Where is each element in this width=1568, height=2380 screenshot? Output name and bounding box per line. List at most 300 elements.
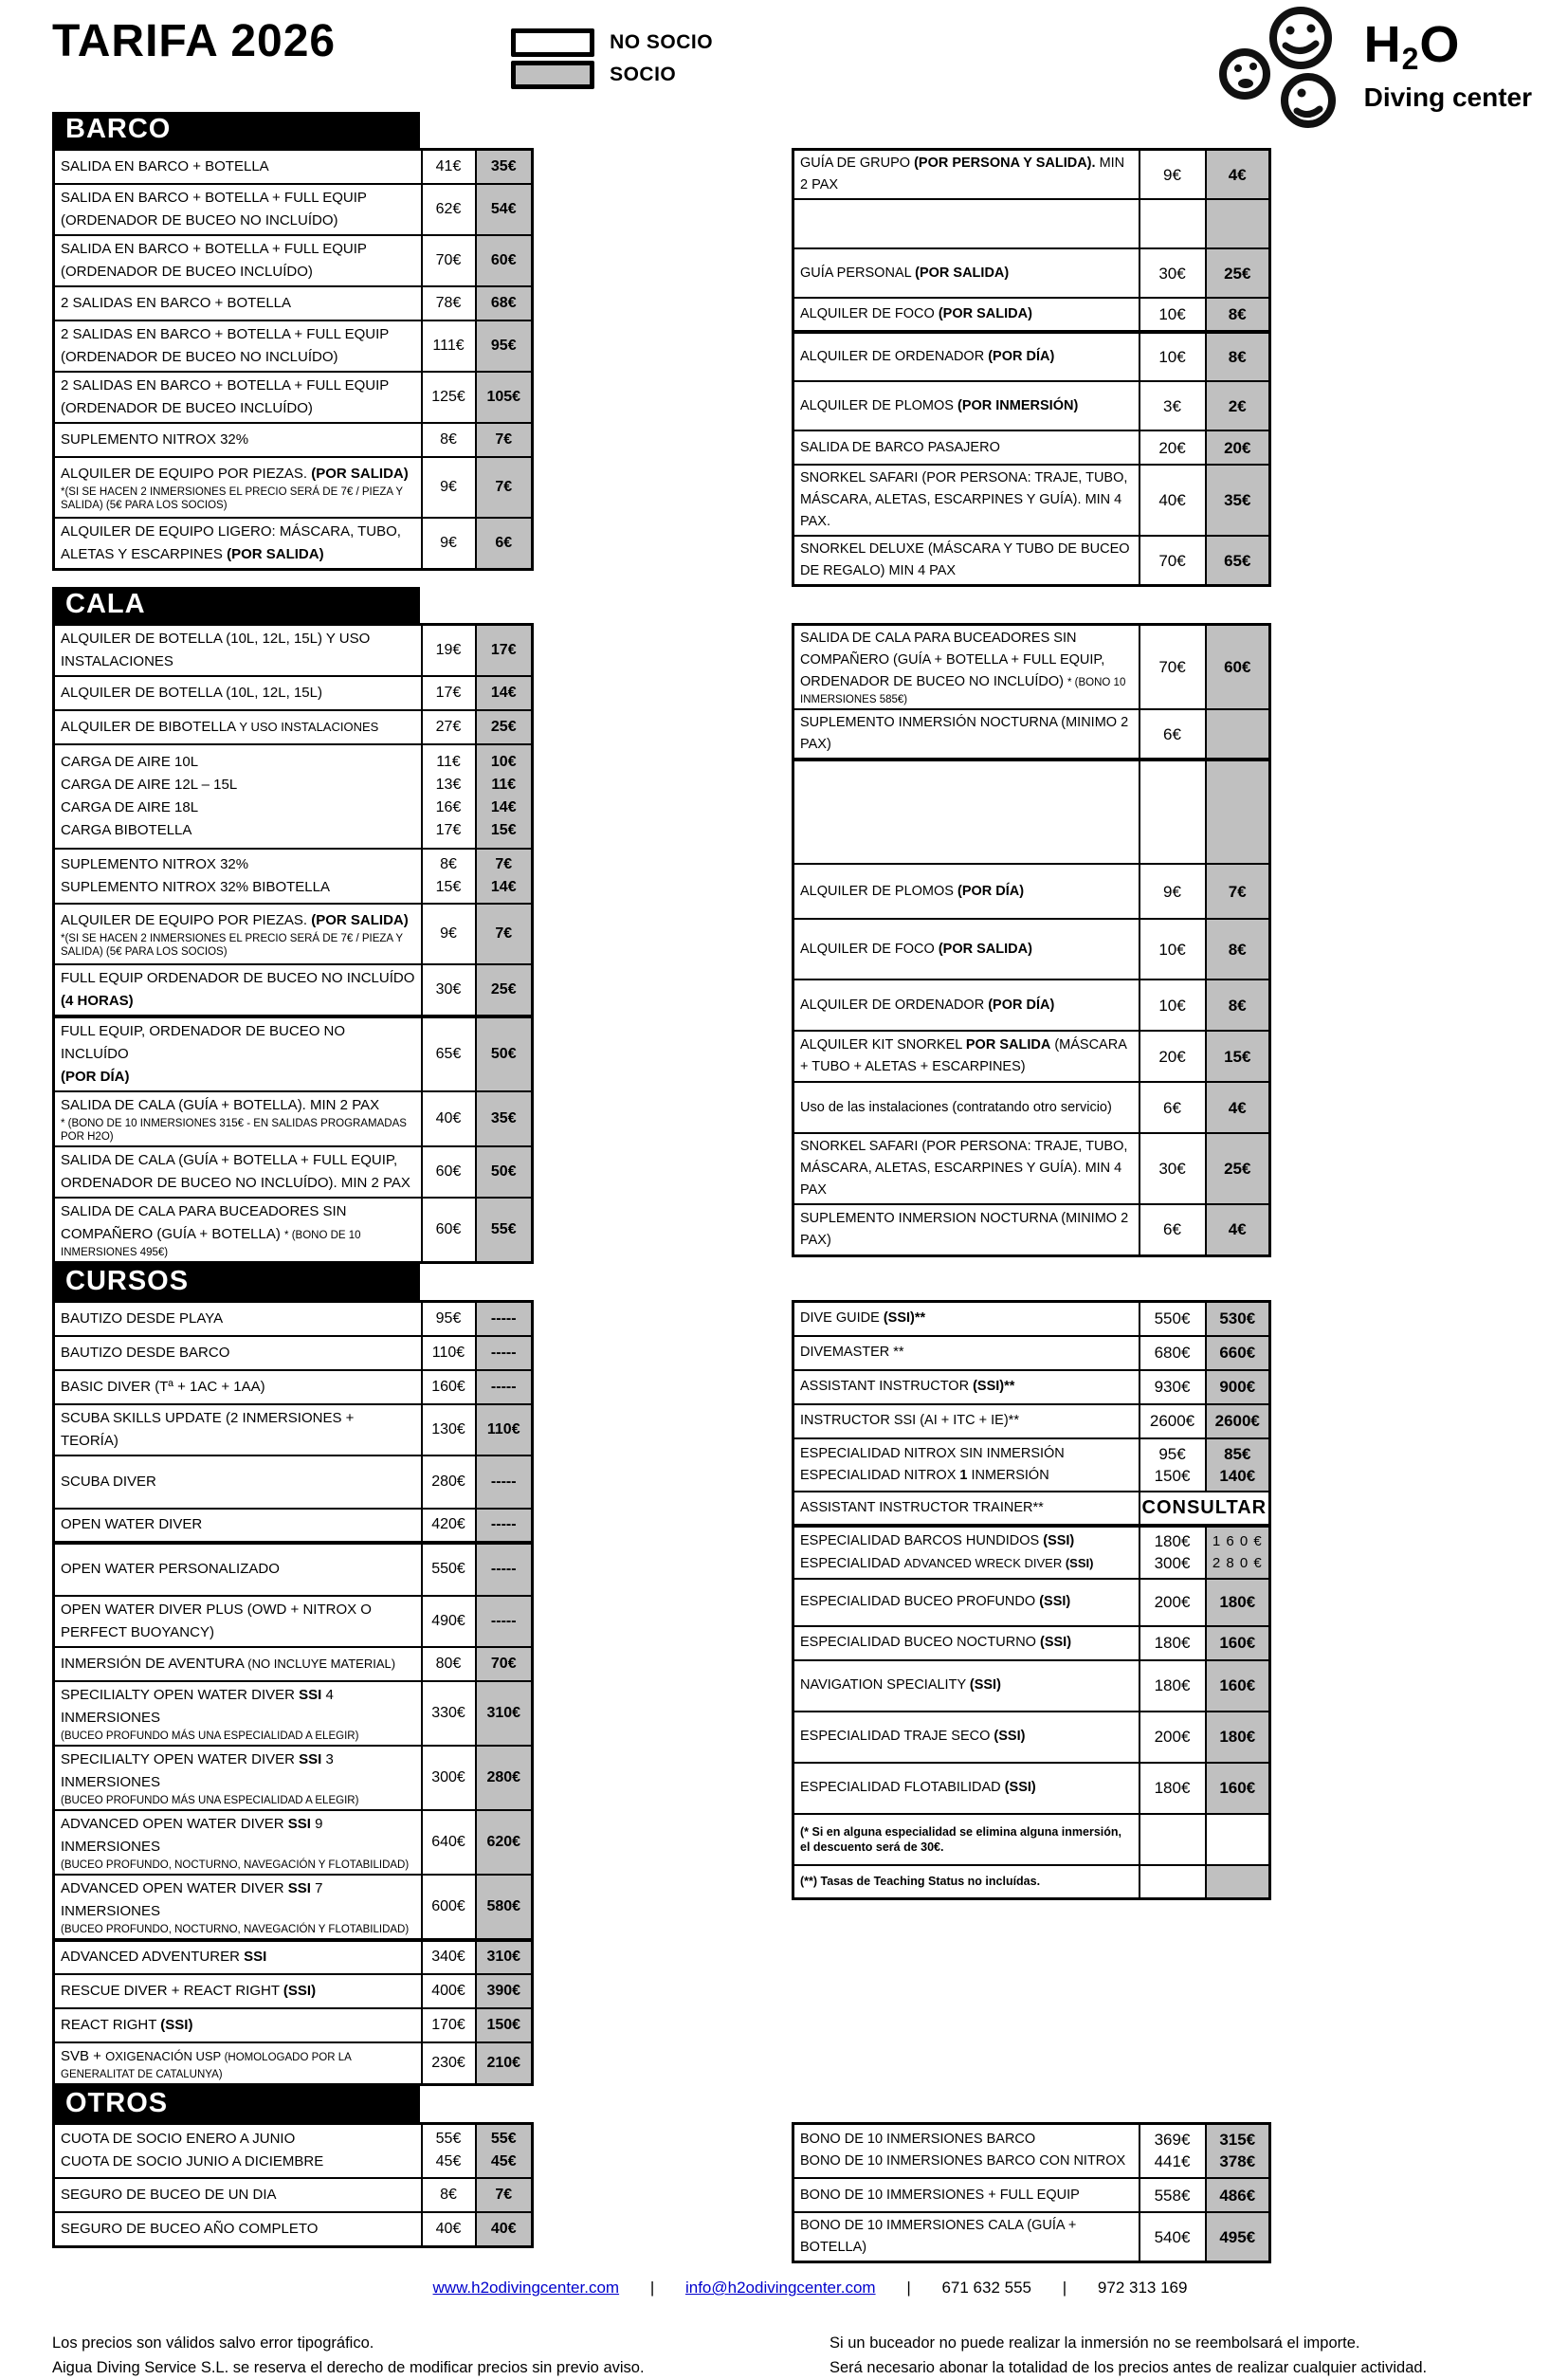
price-socio: 50€ xyxy=(476,1146,533,1198)
item-desc: OPEN WATER PERSONALIZADO xyxy=(54,1543,422,1596)
price-no-socio: 95€ xyxy=(422,1302,476,1336)
table-row xyxy=(793,1492,1270,1526)
price-no-socio: 8€ xyxy=(422,423,476,457)
item-desc: ALQUILER DE EQUIPO LIGERO: MÁSCARA, TUBO, ALETAS Y ESCARPINES (POR SALIDA) xyxy=(54,518,422,570)
table-row xyxy=(54,150,533,184)
barco-right-table xyxy=(792,148,1271,587)
table-row xyxy=(793,864,1270,919)
item-desc: SPECILIALTY OPEN WATER DIVER SSI 3 INMERSIONES (BUCEO PROFUNDO MÁS UNA ESPECIALIDAD A ELEGIR) xyxy=(54,1746,422,1810)
item-desc: SCUBA DIVER xyxy=(54,1455,422,1509)
logo-brand: $H_2O$ xyxy=(1363,15,1461,76)
item-desc: 2 SALIDAS EN BARCO + BOTELLA xyxy=(54,286,422,320)
price-no-socio: 600€ xyxy=(422,1875,476,1940)
price-socio: 110€ xyxy=(476,1404,533,1455)
price-socio: 1 6 0 € 2 8 0 € xyxy=(1206,1526,1270,1579)
price-no-socio: 369€ 441€ xyxy=(1140,2123,1206,2178)
header xyxy=(52,0,1568,112)
table-row xyxy=(54,964,533,1016)
price-no-socio: 280€ xyxy=(422,1455,476,1509)
price-no-socio: 640€ xyxy=(422,1810,476,1875)
item-desc: GUÍA DE GRUPO (POR PERSONA Y SALIDA). MIN 2 PAX xyxy=(793,150,1140,200)
price-no-socio: 400€ xyxy=(422,1974,476,2008)
price-no-socio: 180€ 300€ xyxy=(1140,1526,1206,1579)
item-desc: SNORKEL SAFARI (POR PERSONA: TRAJE, TUBO, MÁSCARA, ALETAS, ESCARPINES Y GUÍA). MIN 4 PAX xyxy=(793,1133,1140,1204)
h2o-faces-icon xyxy=(1216,4,1360,129)
table-row xyxy=(793,1438,1270,1492)
notes-right xyxy=(801,2332,1427,2380)
legend-no-socio xyxy=(511,28,713,57)
table-row xyxy=(54,235,533,286)
item-desc: SUPLEMENTO INMERSION NOCTURNA (MINIMO 2 PAX) xyxy=(793,1204,1140,1255)
price-no-socio: 2600€ xyxy=(1140,1404,1206,1438)
item-desc: CARGA DE AIRE 10L CARGA DE AIRE 12L – 15L CARGA DE AIRE 18L CARGA BIBOTELLA xyxy=(54,744,422,849)
price-socio: 6€ xyxy=(476,518,533,570)
table-row xyxy=(54,1404,533,1455)
table-row xyxy=(793,1579,1270,1626)
note-line: Será necesario abonar la totalidad de los precios antes de realizar cualquier actividad. xyxy=(830,2358,1428,2376)
table-row xyxy=(793,1526,1270,1579)
note-line: Aigua Diving Service S.L. se reserva el derecho de modificar precios sin previo aviso. xyxy=(52,2358,645,2376)
price-socio: 15€ xyxy=(1206,1031,1270,1082)
section-header-cala: CALA xyxy=(52,587,420,623)
cala-right-table xyxy=(792,623,1271,1257)
price-socio: 580€ xyxy=(476,1875,533,1940)
item-desc: NAVIGATION SPECIALITY (SSI) xyxy=(793,1660,1140,1712)
price-no-socio: 27€ xyxy=(422,710,476,744)
table-row xyxy=(54,518,533,570)
no-socio-swatch xyxy=(511,28,594,57)
item-desc: SCUBA SKILLS UPDATE (2 INMERSIONES + TEORÍA) xyxy=(54,1404,422,1455)
price-consult: CONSULTAR xyxy=(1140,1492,1270,1526)
link-separator: | xyxy=(1062,2279,1067,2297)
item-desc: ALQUILER DE BOTELLA (10L, 12L, 15L) Y USO INSTALACIONES xyxy=(54,625,422,677)
table-row xyxy=(54,1455,533,1509)
website-link[interactable]: www.h2odivingcenter.com xyxy=(432,2279,620,2297)
item-desc: ESPECIALIDAD BUCEO NOCTURNO (SSI) xyxy=(793,1626,1140,1660)
table-row xyxy=(54,1647,533,1681)
price-no-socio xyxy=(1140,1865,1206,1899)
price-socio: 8€ xyxy=(1206,298,1270,332)
no-socio-label: NO SOCIO xyxy=(610,31,714,53)
table-row xyxy=(54,1336,533,1370)
table-row xyxy=(54,2123,533,2178)
price-socio: 95€ xyxy=(476,320,533,372)
table-row xyxy=(793,1133,1270,1204)
price-no-socio: 70€ xyxy=(1140,625,1206,710)
section-header-cursos: CURSOS xyxy=(52,1264,420,1300)
price-socio: 14€ xyxy=(476,676,533,710)
note-line: Si un buceador no puede realizar la inmersión no se reembolsará el importe. xyxy=(830,2334,1360,2352)
item-desc: ALQUILER DE EQUIPO POR PIEZAS. (POR SALIDA) *(SI SE HACEN 2 INMERSIONES EL PRECIO SERÁ DE 7€ / PIEZA Y SALIDA) (5€ PARA LOS SOCIOS) xyxy=(54,457,422,518)
price-no-socio: 9€ xyxy=(1140,864,1206,919)
price-socio: 60€ xyxy=(1206,625,1270,710)
price-socio: ----- xyxy=(476,1336,533,1370)
price-socio: 50€ xyxy=(476,1016,533,1091)
table-row xyxy=(793,1302,1270,1336)
price-no-socio: 78€ xyxy=(422,286,476,320)
item-desc: OPEN WATER DIVER PLUS (OWD + NITROX O PERFECT BUOYANCY) xyxy=(54,1596,422,1647)
price-socio: 210€ xyxy=(476,2042,533,2085)
price-no-socio: 6€ xyxy=(1140,1204,1206,1255)
table-row xyxy=(793,1204,1270,1255)
table-row xyxy=(793,1404,1270,1438)
price-sections xyxy=(52,112,1568,2263)
item-desc: SNORKEL DELUXE (MÁSCARA Y TUBO DE BUCEO DE REGALO) MIN 4 PAX xyxy=(793,536,1140,586)
table-row xyxy=(793,1865,1270,1899)
table-row xyxy=(793,381,1270,430)
price-no-socio: 9€ xyxy=(1140,150,1206,200)
price-socio: 35€ xyxy=(476,150,533,184)
item-desc: DIVEMASTER ** xyxy=(793,1336,1140,1370)
table-row xyxy=(54,1198,533,1263)
price-socio: 85€ 140€ xyxy=(1206,1438,1270,1492)
cala-left-table xyxy=(52,623,534,1264)
table-row xyxy=(793,332,1270,381)
item-desc: Uso de las instalaciones (contratando otro servicio) xyxy=(793,1082,1140,1133)
section-header-barco: BARCO xyxy=(52,112,420,148)
price-socio: 160€ xyxy=(1206,1660,1270,1712)
table-row xyxy=(54,1875,533,1940)
table-row xyxy=(793,979,1270,1031)
price-socio xyxy=(1206,760,1270,864)
price-socio: 60€ xyxy=(476,235,533,286)
item-desc: (**) Tasas de Teaching Status no incluídas. xyxy=(793,1865,1140,1899)
price-no-socio: 300€ xyxy=(422,1746,476,1810)
item-desc: BASIC DIVER (Tª + 1AC + 1AA) xyxy=(54,1370,422,1404)
price-no-socio: 230€ xyxy=(422,2042,476,2085)
email-link[interactable]: info@h2odivingcenter.com xyxy=(684,2279,876,2297)
price-socio: 68€ xyxy=(476,286,533,320)
price-no-socio: 490€ xyxy=(422,1596,476,1647)
section-otros xyxy=(52,2086,1568,2264)
item-desc: ESPECIALIDAD NITROX SIN INMERSIÓN ESPECIALIDAD NITROX 1 INMERSIÓN xyxy=(793,1438,1140,1492)
price-socio xyxy=(1206,709,1270,760)
price-no-socio: 930€ xyxy=(1140,1370,1206,1404)
table-row xyxy=(793,1763,1270,1814)
price-socio: 160€ xyxy=(1206,1763,1270,1814)
price-no-socio xyxy=(1140,199,1206,248)
socio-label: SOCIO xyxy=(610,64,677,85)
price-socio: 7€ xyxy=(476,423,533,457)
price-no-socio: 110€ xyxy=(422,1336,476,1370)
table-row xyxy=(54,1091,533,1146)
price-no-socio: 200€ xyxy=(1140,1579,1206,1626)
price-no-socio: 65€ xyxy=(422,1016,476,1091)
price-socio: 530€ xyxy=(1206,1302,1270,1336)
item-desc: ESPECIALIDAD FLOTABILIDAD (SSI) xyxy=(793,1763,1140,1814)
table-row xyxy=(54,2212,533,2246)
table-row xyxy=(793,2212,1270,2262)
table-row xyxy=(54,457,533,518)
table-row xyxy=(54,1146,533,1198)
item-desc: ALQUILER DE EQUIPO POR PIEZAS. (POR SALIDA) *(SI SE HACEN 2 INMERSIONES EL PRECIO SERÁ DE 7€ / PIEZA Y SALIDA) (5€ PARA LOS SOCIOS) xyxy=(54,904,422,964)
item-desc: ALQUILER DE PLOMOS (POR DÍA) xyxy=(793,864,1140,919)
table-row xyxy=(793,760,1270,864)
price-no-socio: 180€ xyxy=(1140,1660,1206,1712)
price-socio: 55€ xyxy=(476,1198,533,1263)
table-row xyxy=(54,184,533,235)
item-desc: RESCUE DIVER + REACT RIGHT (SSI) xyxy=(54,1974,422,2008)
price-no-socio: 95€ 150€ xyxy=(1140,1438,1206,1492)
table-row xyxy=(54,904,533,964)
item-desc: (* Si en alguna especialidad se elimina alguna inmersión, el descuento será de 30€. xyxy=(793,1814,1140,1865)
item-desc: SVB + OXIGENACIÓN USP (HOMOLOGADO POR LA GENERALITAT DE CATALUNYA) xyxy=(54,2042,422,2085)
item-desc: SEGURO DE BUCEO AÑO COMPLETO xyxy=(54,2212,422,2246)
section-cursos xyxy=(52,1264,1568,2086)
item-desc: ALQUILER DE BIBOTELLA Y USO INSTALACIONES xyxy=(54,710,422,744)
item-desc: 2 SALIDAS EN BARCO + BOTELLA + FULL EQUIP (ORDENADOR DE BUCEO NO INCLUÍDO) xyxy=(54,320,422,372)
table-row xyxy=(793,1336,1270,1370)
item-desc: BAUTIZO DESDE PLAYA xyxy=(54,1302,422,1336)
price-socio: ----- xyxy=(476,1596,533,1647)
price-no-socio: 170€ xyxy=(422,2008,476,2042)
table-row xyxy=(793,248,1270,298)
price-socio: 17€ xyxy=(476,625,533,677)
item-desc: SPECILIALTY OPEN WATER DIVER SSI 4 INMERSIONES (BUCEO PROFUNDO MÁS UNA ESPECIALIDAD A ELEGIR) xyxy=(54,1681,422,1746)
table-row xyxy=(54,676,533,710)
barco-left-table xyxy=(52,148,534,571)
item-desc: ALQUILER DE ORDENADOR (POR DÍA) xyxy=(793,332,1140,381)
item-desc: REACT RIGHT (SSI) xyxy=(54,2008,422,2042)
price-socio: 7€ xyxy=(1206,864,1270,919)
price-socio xyxy=(1206,1865,1270,1899)
price-no-socio: 20€ xyxy=(1140,430,1206,465)
item-desc: ESPECIALIDAD TRAJE SECO (SSI) xyxy=(793,1712,1140,1763)
table-row xyxy=(793,1660,1270,1712)
price-socio: 54€ xyxy=(476,184,533,235)
price-socio: 105€ xyxy=(476,372,533,423)
price-no-socio: 8€ 15€ xyxy=(422,849,476,904)
phone-number-1: 671 632 555 xyxy=(941,2279,1032,2297)
price-socio: 310€ xyxy=(476,1940,533,1974)
price-socio: ----- xyxy=(476,1543,533,1596)
price-no-socio: 180€ xyxy=(1140,1626,1206,1660)
price-socio: 25€ xyxy=(1206,1133,1270,1204)
section-cala xyxy=(52,587,1568,1264)
table-row xyxy=(793,536,1270,586)
table-row xyxy=(54,286,533,320)
price-no-socio: 55€ 45€ xyxy=(422,2123,476,2178)
logo-tagline: Diving center xyxy=(1363,82,1532,112)
item-desc: BONO DE 10 IMMERSIONES CALA (GUÍA + BOTELLA) xyxy=(793,2212,1140,2262)
price-socio: 35€ xyxy=(1206,465,1270,536)
phone-number-2: 972 313 169 xyxy=(1097,2279,1188,2297)
item-desc: SUPLEMENTO INMERSIÓN NOCTURNA (MINIMO 2 PAX) xyxy=(793,709,1140,760)
price-no-socio: 130€ xyxy=(422,1404,476,1455)
price-socio: 900€ xyxy=(1206,1370,1270,1404)
cursos-left-table xyxy=(52,1300,534,2086)
price-no-socio: 40€ xyxy=(422,2212,476,2246)
table-row xyxy=(54,2178,533,2212)
table-row xyxy=(54,2042,533,2085)
price-no-socio: 40€ xyxy=(422,1091,476,1146)
price-legend xyxy=(511,28,713,93)
price-no-socio: 10€ xyxy=(1140,298,1206,332)
price-socio xyxy=(1206,199,1270,248)
price-socio: 40€ xyxy=(476,2212,533,2246)
price-no-socio: 60€ xyxy=(422,1198,476,1263)
price-socio: 35€ xyxy=(476,1091,533,1146)
price-no-socio: 10€ xyxy=(1140,979,1206,1031)
note-line: Los precios son válidos salvo error tipográfico. xyxy=(52,2334,374,2352)
socio-swatch xyxy=(511,61,594,89)
price-socio: 2€ xyxy=(1206,381,1270,430)
price-socio: ----- xyxy=(476,1302,533,1336)
price-no-socio: 62€ xyxy=(422,184,476,235)
price-socio: 20€ xyxy=(1206,430,1270,465)
logo-text xyxy=(1363,15,1532,113)
table-row xyxy=(793,430,1270,465)
h2o-logo xyxy=(1216,4,1532,129)
table-row xyxy=(793,2178,1270,2212)
item-desc: ASSISTANT INSTRUCTOR (SSI)** xyxy=(793,1370,1140,1404)
item-desc: SALIDA DE CALA (GUÍA + BOTELLA). MIN 2 PAX * (BONO DE 10 INMERSIONES 315€ - EN SALIDAS PROGRAMADAS POR H2O) xyxy=(54,1091,422,1146)
item-desc: ESPECIALIDAD BUCEO PROFUNDO (SSI) xyxy=(793,1579,1140,1626)
price-no-socio: 125€ xyxy=(422,372,476,423)
item-desc: ALQUILER DE BOTELLA (10L, 12L, 15L) xyxy=(54,676,422,710)
table-row xyxy=(54,1596,533,1647)
price-no-socio: 6€ xyxy=(1140,709,1206,760)
item-desc xyxy=(793,760,1140,864)
price-no-socio: 11€ 13€ 16€ 17€ xyxy=(422,744,476,849)
item-desc: SALIDA EN BARCO + BOTELLA + FULL EQUIP (ORDENADOR DE BUCEO INCLUÍDO) xyxy=(54,235,422,286)
section-header-otros: OTROS xyxy=(52,2086,420,2122)
price-no-socio: 550€ xyxy=(422,1543,476,1596)
price-no-socio: 200€ xyxy=(1140,1712,1206,1763)
price-no-socio: 60€ xyxy=(422,1146,476,1198)
price-no-socio: 41€ xyxy=(422,150,476,184)
price-socio: 495€ xyxy=(1206,2212,1270,2262)
price-socio: 160€ xyxy=(1206,1626,1270,1660)
table-row xyxy=(54,710,533,744)
item-desc: BONO DE 10 INMERSIONES BARCO BONO DE 10 INMERSIONES BARCO CON NITROX xyxy=(793,2123,1140,2178)
price-no-socio: 30€ xyxy=(422,964,476,1016)
table-row xyxy=(793,625,1270,710)
price-no-socio: 17€ xyxy=(422,676,476,710)
price-socio: 25€ xyxy=(1206,248,1270,298)
table-row xyxy=(54,1810,533,1875)
item-desc: ALQUILER DE FOCO (POR SALIDA) xyxy=(793,298,1140,332)
item-desc: ALQUILER KIT SNORKEL POR SALIDA (MÁSCARA + TUBO + ALETAS + ESCARPINES) xyxy=(793,1031,1140,1082)
item-desc xyxy=(793,199,1140,248)
table-row xyxy=(54,1940,533,1974)
price-socio: 55€ 45€ xyxy=(476,2123,533,2178)
table-row xyxy=(793,1814,1270,1865)
price-no-socio: 30€ xyxy=(1140,248,1206,298)
page-title: TARIFA 2026 xyxy=(52,16,337,66)
price-no-socio: 10€ xyxy=(1140,919,1206,979)
price-socio: 8€ xyxy=(1206,919,1270,979)
price-socio: 486€ xyxy=(1206,2178,1270,2212)
price-socio: 7€ xyxy=(476,2178,533,2212)
item-desc: DIVE GUIDE (SSI)** xyxy=(793,1302,1140,1336)
price-socio: 25€ xyxy=(476,964,533,1016)
table-row xyxy=(54,744,533,849)
item-desc: SNORKEL SAFARI (POR PERSONA: TRAJE, TUBO, MÁSCARA, ALETAS, ESCARPINES Y GUÍA). MIN 4 PAX. xyxy=(793,465,1140,536)
item-desc: ADVANCED OPEN WATER DIVER SSI 9 INMERSIONES (BUCEO PROFUNDO, NOCTURNO, NAVEGACIÓN Y FLOTABILIDAD) xyxy=(54,1810,422,1875)
table-row xyxy=(793,1082,1270,1133)
table-row xyxy=(793,2123,1270,2178)
price-socio: ----- xyxy=(476,1455,533,1509)
footer-links xyxy=(52,2279,1568,2298)
table-row xyxy=(54,423,533,457)
table-row xyxy=(793,1031,1270,1082)
table-row xyxy=(54,1746,533,1810)
section-barco xyxy=(52,112,1568,587)
item-desc: INSTRUCTOR SSI (AI + ITC + IE)** xyxy=(793,1404,1140,1438)
table-row xyxy=(54,320,533,372)
item-desc: SALIDA DE CALA (GUÍA + BOTELLA + FULL EQUIP, ORDENADOR DE BUCEO NO INCLUÍDO). MIN 2 PAX xyxy=(54,1146,422,1198)
price-no-socio: 340€ xyxy=(422,1940,476,1974)
item-desc: ASSISTANT INSTRUCTOR TRAINER** xyxy=(793,1492,1140,1526)
price-no-socio: 3€ xyxy=(1140,381,1206,430)
item-desc: CUOTA DE SOCIO ENERO A JUNIO CUOTA DE SOCIO JUNIO A DICIEMBRE xyxy=(54,2123,422,2178)
item-desc: SUPLEMENTO NITROX 32% xyxy=(54,423,422,457)
price-no-socio: 330€ xyxy=(422,1681,476,1746)
price-no-socio: 70€ xyxy=(1140,536,1206,586)
price-no-socio: 40€ xyxy=(1140,465,1206,536)
price-socio: 2600€ xyxy=(1206,1404,1270,1438)
price-no-socio: 30€ xyxy=(1140,1133,1206,1204)
item-desc: 2 SALIDAS EN BARCO + BOTELLA + FULL EQUIP (ORDENADOR DE BUCEO INCLUÍDO) xyxy=(54,372,422,423)
item-desc: INMERSIÓN DE AVENTURA (NO INCLUYE MATERIAL) xyxy=(54,1647,422,1681)
price-no-socio: 20€ xyxy=(1140,1031,1206,1082)
price-no-socio: 550€ xyxy=(1140,1302,1206,1336)
table-row xyxy=(54,1543,533,1596)
price-socio: 7€ xyxy=(476,457,533,518)
link-separator: | xyxy=(649,2279,655,2297)
price-socio: 4€ xyxy=(1206,1204,1270,1255)
otros-right-table xyxy=(792,2122,1271,2264)
table-row xyxy=(54,1370,533,1404)
item-desc: SEGURO DE BUCEO DE UN DIA xyxy=(54,2178,422,2212)
price-socio: 180€ xyxy=(1206,1712,1270,1763)
footer-notes xyxy=(52,2332,1568,2380)
legend-socio xyxy=(511,61,713,89)
price-socio: 310€ xyxy=(476,1681,533,1746)
price-no-socio: 9€ xyxy=(422,518,476,570)
item-desc: ADVANCED ADVENTURER SSI xyxy=(54,1940,422,1974)
table-row xyxy=(54,1681,533,1746)
price-socio: 280€ xyxy=(476,1746,533,1810)
cursos-right-table xyxy=(792,1300,1271,1900)
price-no-socio: 9€ xyxy=(422,457,476,518)
table-row xyxy=(54,2008,533,2042)
table-row xyxy=(793,465,1270,536)
price-socio: 10€ 11€ 14€ 15€ xyxy=(476,744,533,849)
price-socio: 7€ xyxy=(476,904,533,964)
price-no-socio: 6€ xyxy=(1140,1082,1206,1133)
item-desc: ALQUILER DE ORDENADOR (POR DÍA) xyxy=(793,979,1140,1031)
price-socio xyxy=(1206,1814,1270,1865)
table-row xyxy=(54,1016,533,1091)
price-no-socio: 558€ xyxy=(1140,2178,1206,2212)
price-no-socio: 111€ xyxy=(422,320,476,372)
item-desc: FULL EQUIP ORDENADOR DE BUCEO NO INCLUÍDO (4 HORAS) xyxy=(54,964,422,1016)
price-socio: 150€ xyxy=(476,2008,533,2042)
price-socio: 4€ xyxy=(1206,150,1270,200)
price-no-socio xyxy=(1140,1814,1206,1865)
table-row xyxy=(793,298,1270,332)
otros-left-table xyxy=(52,2122,534,2248)
table-row xyxy=(54,1302,533,1336)
price-no-socio: 8€ xyxy=(422,2178,476,2212)
price-socio: 7€ 14€ xyxy=(476,849,533,904)
item-desc: ADVANCED OPEN WATER DIVER SSI 7 INMERSIONES (BUCEO PROFUNDO, NOCTURNO, NAVEGACIÓN Y FLOTABILIDAD) xyxy=(54,1875,422,1940)
price-socio: 4€ xyxy=(1206,1082,1270,1133)
notes-left xyxy=(52,2332,801,2380)
price-no-socio: 10€ xyxy=(1140,332,1206,381)
